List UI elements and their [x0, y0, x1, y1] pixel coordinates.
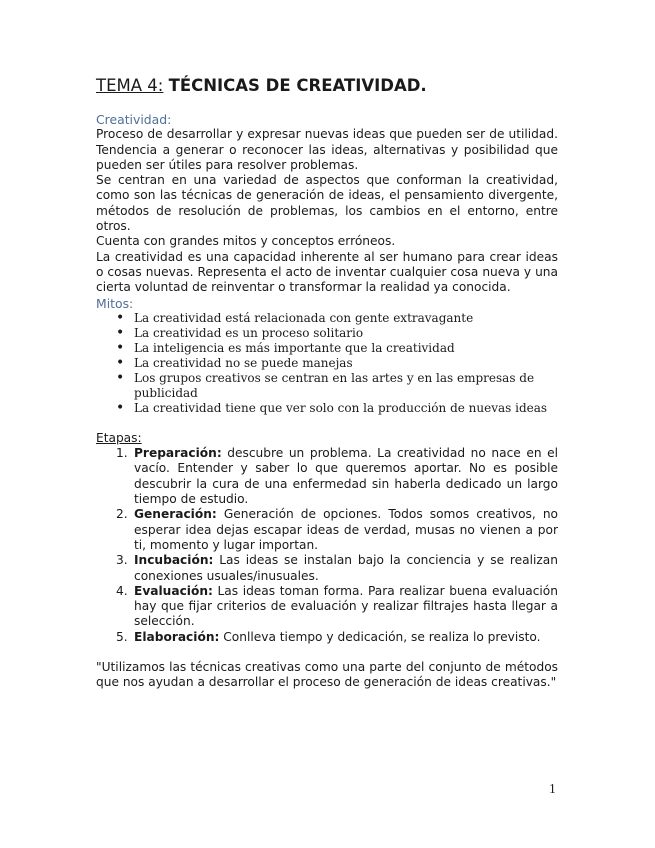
item-number: 5.	[116, 629, 128, 644]
title-main: TÉCNICAS DE CREATIVIDAD.	[168, 76, 427, 95]
paragraph: Se centran en una variedad de aspectos que conforman la creatividad, como son las técnicas de generación de ideas, el pensamiento divergente, métodos de resolución de problemas, los cambios en el entorno, entre otros.	[96, 173, 558, 234]
paragraph: La creatividad es una capacidad inherente al ser humano para crear ideas o cosas nuevas. Representa el acto de inventar cualquier cosa nueva y una cierta voluntad de reinventar o transformar la realidad ya conocida.	[96, 249, 558, 295]
item-text: Las ideas toman forma. Para realizar buena evaluación hay que fijar criterios de evaluación y realizar filtrajes hasta llegar a selección.	[134, 583, 558, 629]
title-prefix: TEMA 4:	[96, 76, 164, 95]
item-label: Generación:	[134, 507, 217, 522]
list-item: • Los grupos creativos se centran en las artes y en las empresas de publicidad	[134, 371, 558, 401]
list-item: • La creatividad no se puede manejas	[134, 356, 558, 371]
list-item: • La creatividad es un proceso solitario	[134, 326, 558, 341]
item-label: Preparación:	[134, 446, 222, 461]
quote: "Utilizamos las técnicas creativas como una parte del conjunto de métodos que nos ayudan a desarrollar el proceso de generación de ideas creativas."	[96, 660, 558, 690]
etapas-heading: Etapas:	[96, 430, 142, 445]
mitos-list	[96, 311, 558, 416]
list-item: • La creatividad está relacionada con gente extravagante	[134, 311, 558, 326]
item-number: 4.	[116, 583, 128, 598]
item-label: Elaboración:	[134, 629, 220, 644]
list-item	[116, 507, 558, 553]
list-item	[116, 583, 558, 630]
mitos-heading: Mitos:	[96, 295, 134, 311]
item-number: 1.	[116, 446, 128, 461]
item-number: 3.	[116, 553, 128, 568]
page-title	[96, 76, 558, 96]
item-text: Generación de opciones. Todos somos creativos, no esperar idea dejas escapar ideas de verdad, musas no vienen a por ti, momento y lugar importan.	[134, 507, 558, 552]
page-number: 1	[549, 781, 556, 796]
paragraph: Proceso de desarrollar y expresar nuevas ideas que pueden ser de utilidad. Tendencia a generar o reconocer las ideas, alternativas y posibilidad que pueden ser útiles para resolver problemas.	[96, 127, 558, 172]
item-text: Conlleva tiempo y dedicación, se realiza lo previsto.	[219, 629, 541, 644]
creatividad-heading: Creatividad:	[96, 112, 172, 127]
item-label: Evaluación:	[134, 583, 213, 598]
list-item	[116, 629, 558, 645]
list-item	[116, 553, 558, 584]
item-number: 2.	[116, 507, 128, 522]
paragraph: Cuenta con grandes mitos y conceptos erróneos.	[96, 234, 396, 249]
item-label: Incubación:	[134, 553, 214, 568]
item-text: descubre un problema. La creatividad no nace en el vacío. Entender y saber lo que queremos aportar. No es posible descubrir la cura de una enfermedad sin haberla dedicado un largo tiempo de estudio.	[134, 446, 558, 507]
etapas-list	[96, 446, 558, 645]
list-item: • La inteligencia es más importante que la creatividad	[134, 341, 558, 356]
item-text: Las ideas se instalan bajo la conciencia y se realizan conexiones usuales/inusuales.	[134, 553, 558, 583]
document-page	[96, 76, 558, 691]
list-item	[116, 446, 558, 507]
list-item: • La creatividad tiene que ver solo con la producción de nuevas ideas	[134, 401, 558, 416]
